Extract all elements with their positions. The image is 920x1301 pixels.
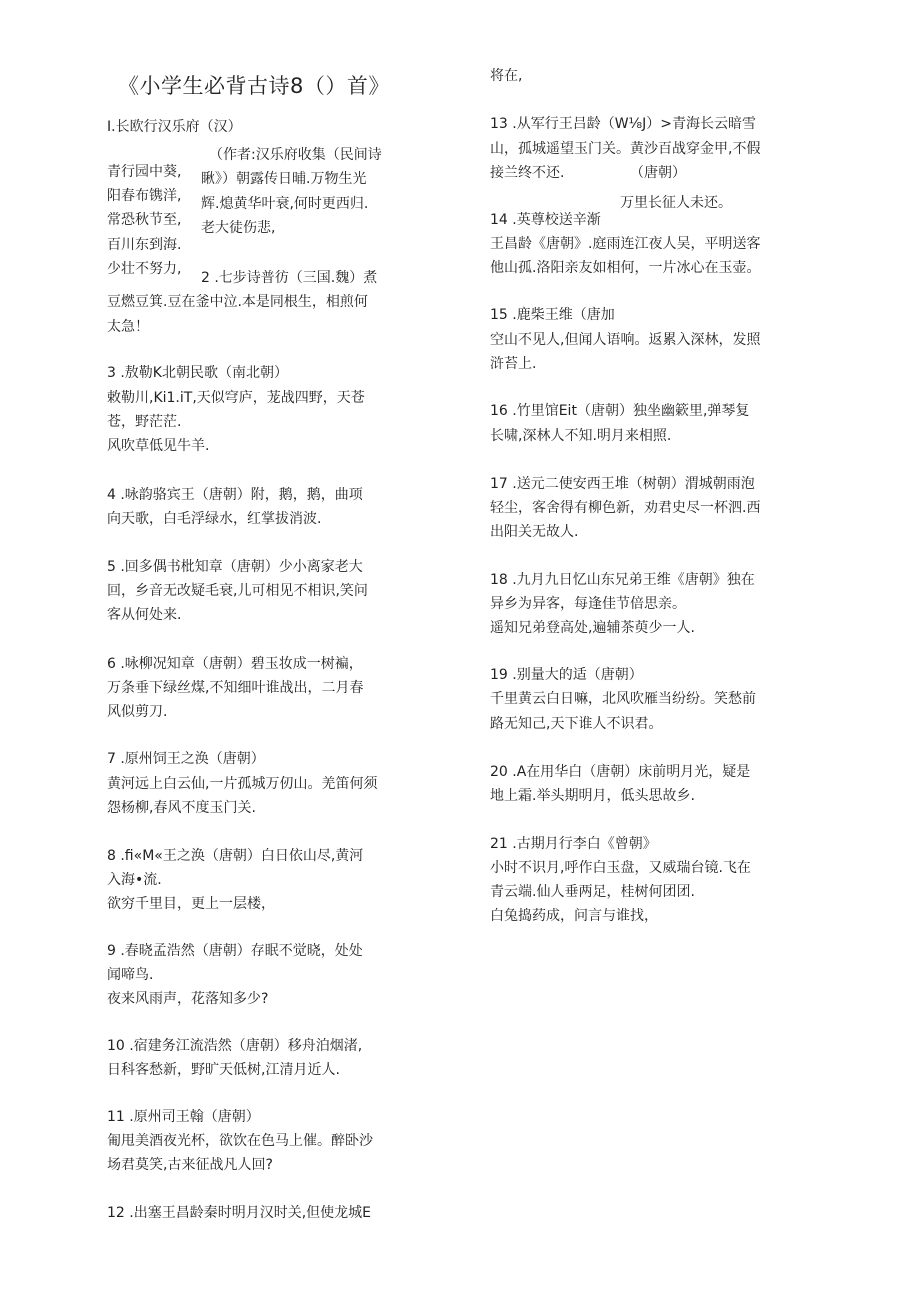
left-text-line: 4 .咏韵骆宾王（唐朝）附，鹅，鹅，曲项 bbox=[107, 487, 363, 503]
right-text-line: 青云端.仙人垂两足，桂树何团团. bbox=[490, 884, 695, 900]
left-text-line: 场君莫笑,古来征战凡人回? bbox=[107, 1157, 273, 1173]
right-text-line: 18 .九月九日忆山东兄弟王维《唐朝》独在 bbox=[490, 572, 755, 588]
right-text-line: 20 .A在用华白（唐朝）床前明月光，疑是 bbox=[490, 764, 751, 780]
left-text-line: 阳春布镌洋, bbox=[107, 188, 182, 204]
right-text-line: 17 .送元二使安西王堆（树朝）渭城朝雨泡 bbox=[490, 476, 755, 492]
right-text-line: 千里黄云白日嘛，北风吹雁当纷纷。笑愁前 bbox=[490, 691, 756, 707]
left-text-line: 闻啼鸟. bbox=[107, 967, 154, 983]
right-text-line: 长啸,深林人不知.明月来相照. bbox=[490, 428, 672, 444]
left-text-line: 风似剪刀. bbox=[107, 704, 168, 720]
right-text-line: 他山孤.洛阳亲友如相何，一片冰心在玉壶。 bbox=[490, 260, 761, 276]
left-text-line: 欲穷千里目，更上一层楼， bbox=[107, 896, 275, 912]
left-text-line: 常恐秋节至, bbox=[107, 212, 182, 228]
right-text-line: 白兔捣药成，问言与谁找， bbox=[490, 908, 658, 924]
left-text-line: 回，乡音无改疑毛衰,儿可相见不相识,笑问 bbox=[107, 583, 368, 599]
left-text-line: 辉.熄黄华叶衰,何时更西归. bbox=[201, 196, 369, 212]
right-text-line: （唐朝） bbox=[630, 165, 686, 181]
left-text-line: 敕勒川,Ki1.iT,天似穹庐，茏战四野，天苍 bbox=[107, 390, 365, 406]
right-text-line: 异乡为异客，每逢佳节倍思亲。 bbox=[490, 596, 686, 612]
left-text-line: 5 .回多偶书枇知章（唐朝）少小离家老大 bbox=[107, 559, 363, 575]
left-text-line: 少壮不努力, bbox=[107, 261, 182, 277]
right-text-line: 将在, bbox=[490, 68, 523, 84]
left-text-line: 老大徒伤悲, bbox=[201, 220, 276, 236]
right-text-line: 16 .竹里馆Eit（唐朝）独坐幽簌里,弹琴复 bbox=[490, 403, 750, 419]
right-text-line: 13 .从军行王吕龄（W⅛J）>青海长云暗雪 bbox=[490, 116, 756, 132]
left-text-line: I.长欧行汉乐府（汉） bbox=[107, 119, 242, 135]
left-text-line: 夜来风雨声，花落知多少? bbox=[107, 991, 269, 1007]
left-text-line: 10 .宿建务江流浩然（唐朝）移舟泊烟渚, bbox=[107, 1038, 363, 1054]
left-text-line: 黄河远上白云仙,一片孤城万仞山。羌笛何须 bbox=[107, 776, 378, 792]
right-text-line: 遥知兄弟登高处,遍辅茶萸少一人. bbox=[490, 620, 695, 636]
left-text-line: 8 .fi«M«王之涣（唐朝）白日依山尽,黄河 bbox=[107, 848, 364, 864]
left-text-line: （作者:汉乐府收集（民间诗 bbox=[209, 147, 382, 163]
left-text-line: 客从何处来. bbox=[107, 607, 182, 623]
right-text-line: 王昌龄《唐朝》.庭雨连江夜人吴，平明送客 bbox=[490, 236, 761, 252]
left-text-line: 苍，野茫茫. bbox=[107, 414, 182, 430]
left-text-line: 万条垂下绿丝煤,不知细叶谁战出，二月春 bbox=[107, 680, 364, 696]
right-text-line: 出阳关无故人. bbox=[490, 524, 579, 540]
left-text-line: 2 .七步诗普彷（三国.魏）煮 bbox=[201, 270, 378, 286]
right-text-line: 小时不识月,呼作白玉盘，又威瑞台镜.飞在 bbox=[490, 860, 751, 876]
left-text-line: 瞅》）朝露传日晡.万物生光 bbox=[201, 171, 367, 187]
left-text-line: 百川东到海. bbox=[107, 237, 182, 253]
right-text-line: 山，孤城遥望玉门关。黄沙百战穿金甲,不假 bbox=[490, 141, 761, 157]
left-text-line: 豆燃豆箕.豆在釜中泣.本是同根生，相煎何 bbox=[107, 294, 368, 310]
right-text-line: 万里长征人未还。 bbox=[620, 195, 732, 211]
left-text-line: 日科客愁新，野旷天低树,江清月近人. bbox=[107, 1062, 340, 1078]
left-text-line: 匍甩美酒夜光杯，欲饮在色马上催。醉卧沙 bbox=[107, 1133, 373, 1149]
right-text-line: 浒苔上. bbox=[490, 356, 537, 372]
right-text-line: 轻尘，客舍得有柳色新，劝君史尽一杯泗.西 bbox=[490, 500, 761, 516]
left-text-line: 12 .出塞王昌龄秦时明月汉时关,但使龙城E bbox=[107, 1205, 372, 1221]
left-text-line: 7 .原州饲王之涣（唐朝） bbox=[107, 751, 265, 767]
right-text-line: 15 .鹿柴王维（唐加 bbox=[490, 307, 615, 323]
right-text-line: 路无知己,天下谁人不识君。 bbox=[490, 716, 663, 732]
right-text-line: 19 .别量大的适（唐朝） bbox=[490, 667, 643, 683]
right-text-line: 14 .英尊校送辛渐 bbox=[490, 212, 601, 228]
left-text-line: 6 .咏柳况知章（唐朝）碧玉妆成一树褊， bbox=[107, 656, 363, 672]
right-text-line: 21 .古期月行李白《曾朝》 bbox=[490, 836, 657, 852]
left-text-line: 怨杨柳,春风不度玉门关. bbox=[107, 800, 256, 816]
left-text-line: 风吹草低见牛羊. bbox=[107, 438, 210, 454]
left-text-line: 9 .春晓孟浩然（唐朝）存眠不觉晓，处处 bbox=[107, 943, 363, 959]
right-text-line: 地上霜.举头期明月，低头思故乡. bbox=[490, 788, 695, 804]
document-title: 《小学生必背古诗8（）首》 bbox=[118, 74, 390, 98]
left-text-line: 入海•流. bbox=[107, 872, 162, 888]
left-text-line: 3 .敖勒K北朝民歌（南北朝） bbox=[107, 365, 288, 381]
left-text-line: 11 .原州司王翰（唐朝） bbox=[107, 1109, 260, 1125]
left-text-line: 太急！ bbox=[107, 319, 149, 335]
left-text-line: 向天歌，白毛浮绿水，红掌拔消波. bbox=[107, 511, 322, 527]
right-text-line: 接兰终不还. bbox=[490, 165, 565, 181]
left-text-line: 青行园中葵, bbox=[107, 164, 182, 180]
right-text-line: 空山不见人,但闻人语响。返累入深林，发照 bbox=[490, 332, 761, 348]
